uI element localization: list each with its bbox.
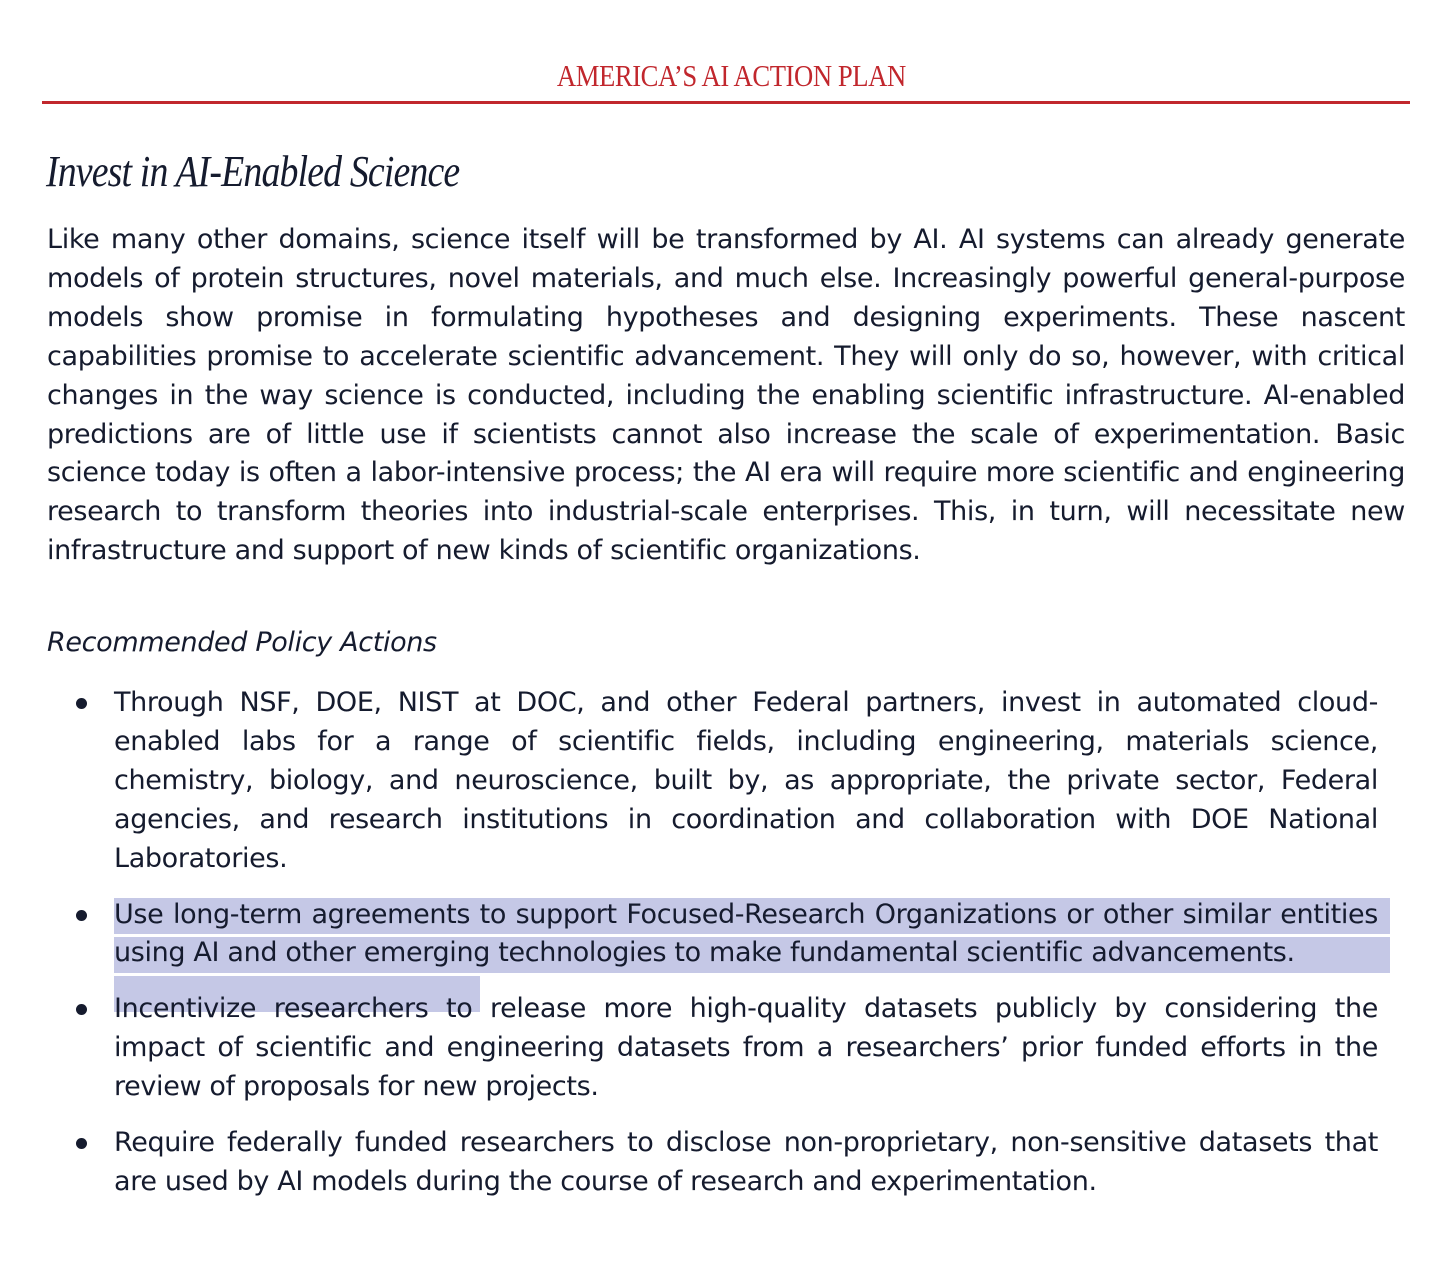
bullet-icon [76, 1004, 87, 1015]
policy-action-item [0, 1124, 1456, 1202]
intro-paragraph: Like many other domains, science itself will be transformed by AI. AI systems can already generate models of protein structures, novel materials, and much else. Increasingly powerful general-purpose models show promise in formulating hypotheses and designing experiments. These nascent capabilities promise to accelerate scientific advancement. They will only do so, however, with critical changes in the way science is conducted, including the enabling scientific infrastructure. AI-enabled predictions are of little use if scientists cannot also increase the scale of experimentation. Basic science today is often a labor-intensive process; the AI era will require more scientific and engineering research to transform theories into industrial-scale enterprises. This, in turn, will necessitate new infrastructure and support of new kinds of scientific organizations. [47, 224, 1405, 567]
bullet-icon [76, 698, 87, 709]
bullet-icon [76, 1138, 87, 1149]
policy-action-text[interactable]: Use long-term agreements to support Focused-Research Organizations or other similar entities using AI and other emerging technologies to make fundamental scientific advancements. [114, 898, 1378, 969]
section-title: Invest in AI-Enabled Science [46, 147, 460, 196]
running-header: AMERICA’S AI ACTION PLAN [556, 58, 906, 93]
policy-action-item-highlighted [0, 896, 1456, 974]
policy-action-text: Incentivize researchers to release more high-quality datasets publicly by considering the impact of scientific and engineering datasets from a researchers’ prior funded efforts in the review of proposals for new projects. [114, 993, 1378, 1103]
policy-actions-list [0, 684, 1456, 1219]
policy-action-item [0, 684, 1456, 879]
header-rule [42, 101, 1410, 104]
bullet-icon [76, 910, 87, 921]
policy-action-text: Through NSF, DOE, NIST at DOC, and other Federal partners, invest in automated cloud-enabled labs for a range of scientific fields, including engineering, materials science, chemistry, biology, and neuroscience, built by, as appropriate, the private sector, Federal agencies, and research institutions in coordination and collaboration with DOE National Laboratories. [114, 687, 1378, 874]
policy-action-item [0, 990, 1456, 1107]
policy-actions-heading: Recommended Policy Actions [47, 627, 437, 658]
policy-action-text: Require federally funded researchers to disclose non-proprietary, non-sensitive datasets that are used by AI models during the course of research and experimentation. [114, 1127, 1378, 1197]
